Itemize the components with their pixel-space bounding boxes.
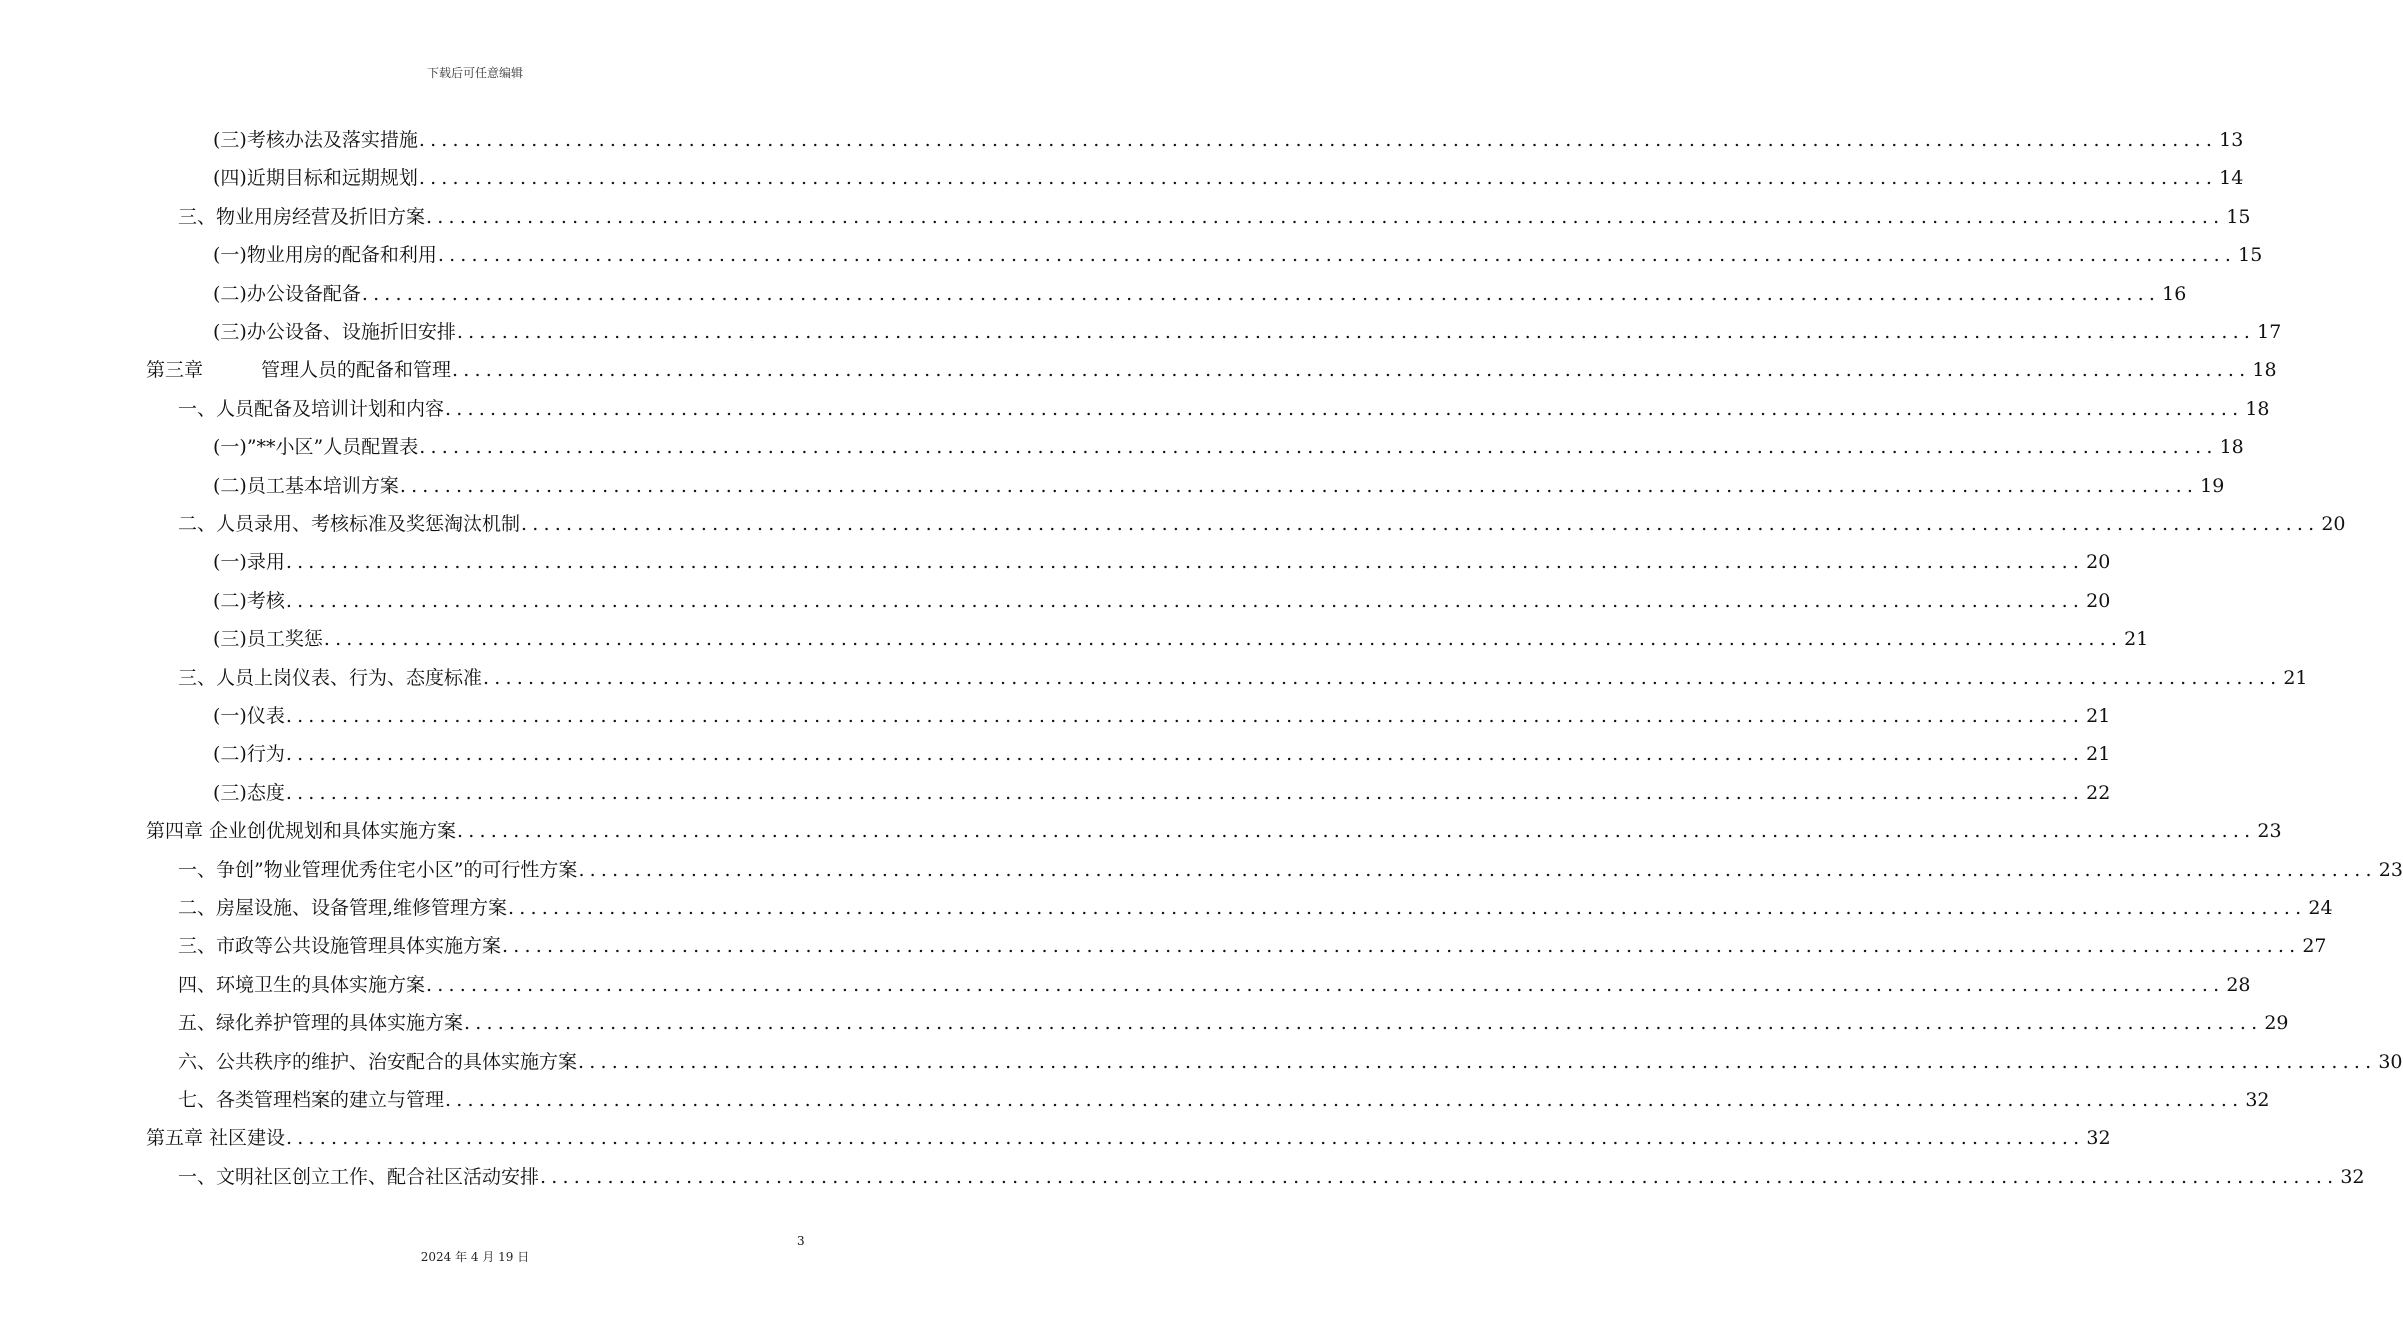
toc-entry-page: 17 — [2257, 321, 2282, 343]
toc-entry-title: 第四章 企业创优规划和具体实施方案 — [146, 820, 457, 843]
toc-entry-title: 第五章 社区建设 — [146, 1127, 286, 1150]
toc-leader-dots: ................................................................................................................................................................ — [426, 205, 2225, 228]
toc-entry-page: 23 — [2378, 858, 2403, 881]
toc-entry-title: (二)行为 — [213, 743, 285, 766]
toc-entry[interactable] — [146, 809, 2282, 843]
toc-entry-page: 16 — [2162, 282, 2187, 305]
toc-entry-title: (三)办公设备、设施折旧安排 — [213, 321, 456, 343]
toc-leader-dots: ................................................................................................................................................................ — [540, 1165, 2339, 1188]
toc-leader-dots: ................................................................................................................................................................ — [437, 244, 2237, 267]
toc-entry-page: 21 — [2124, 628, 2149, 651]
toc-entry-title: (四)近期目标和远期规划 — [213, 167, 418, 190]
toc-entry-page: 15 — [2226, 205, 2251, 228]
toc-entry[interactable] — [178, 1155, 2365, 1189]
toc-entry-title: (二)办公设备配备 — [213, 282, 361, 305]
toc-leader-dots: ................................................................................................................................................................ — [285, 743, 2085, 766]
toc-leader-dots: ................................................................................................................................................................ — [426, 973, 2225, 996]
toc-entry-page: 18 — [2252, 359, 2277, 382]
toc-leader-dots: ................................................................................................................................................................ — [361, 282, 2161, 305]
toc-chapter-label: 第三章 — [146, 359, 204, 382]
toc-entry-page: 20 — [2321, 513, 2346, 535]
toc-leader-dots: ................................................................................................................................................................ — [521, 513, 2320, 535]
toc-entry[interactable] — [178, 924, 2327, 958]
toc-entry-title: 二、人员录用、考核标准及奖惩淘汰机制 — [178, 513, 521, 535]
toc-entry-title: (三)员工奖惩 — [213, 628, 323, 651]
toc-entry-page: 14 — [2219, 167, 2244, 190]
toc-entry-page: 13 — [2219, 129, 2244, 151]
toc-entry-title: 六、公共秩序的维护、治安配合的具体实施方案 — [178, 1050, 578, 1073]
toc-entry[interactable] — [213, 156, 2244, 190]
toc-leader-dots: ................................................................................................................................................................ — [399, 474, 2199, 497]
toc-entry-page: 21 — [2086, 743, 2111, 766]
toc-entry[interactable] — [213, 464, 2225, 498]
toc-entry[interactable] — [178, 502, 2346, 536]
toc-entry-page: 22 — [2086, 781, 2111, 804]
toc-entry-page: 20 — [2086, 589, 2111, 612]
toc-entry[interactable] — [213, 310, 2282, 344]
footer-date: 2024 年 4 月 19 日 — [420, 1250, 530, 1264]
toc-leader-dots: ................................................................................................................................................................ — [578, 858, 2377, 881]
toc-entry-title: 三、物业用房经营及折旧方案 — [178, 205, 426, 228]
toc-entry[interactable] — [178, 656, 2308, 690]
toc-leader-dots: ................................................................................................................................................................ — [418, 167, 2218, 190]
toc-entry-page: 32 — [2340, 1165, 2365, 1188]
toc-entry-page: 27 — [2302, 935, 2327, 958]
page-header: 下载后可任意编辑 — [426, 66, 523, 80]
toc-entry-page: 30 — [2378, 1050, 2403, 1073]
toc-entry[interactable] — [178, 848, 2403, 882]
toc-entry-title: (一)”**小区”人员配置表 — [213, 436, 419, 459]
toc-leader-dots: ................................................................................................................................................................ — [578, 1050, 2377, 1073]
toc-leader-dots: ................................................................................................................................................................ — [286, 1127, 2085, 1150]
toc-entry[interactable] — [213, 540, 2111, 574]
toc-entry-title: (一)仪表 — [213, 705, 285, 727]
toc-entry-title: 五、绿化养护管理的具体实施方案 — [178, 1012, 464, 1035]
toc-entry-page: 32 — [2245, 1089, 2270, 1111]
toc-leader-dots: ................................................................................................................................................................ — [285, 705, 2085, 727]
toc-entry-page: 28 — [2226, 973, 2251, 996]
toc-leader-dots: ................................................................................................................................................................ — [502, 935, 2301, 958]
toc-entry[interactable] — [213, 425, 2244, 459]
toc-entry-title: 管理人员的配备和管理 — [261, 359, 452, 382]
toc-entry[interactable] — [146, 348, 2277, 382]
toc-entry[interactable] — [213, 771, 2111, 805]
toc-leader-dots: ................................................................................................................................................................ — [483, 666, 2282, 689]
toc-entry[interactable] — [178, 195, 2251, 229]
toc-entry[interactable] — [213, 233, 2263, 267]
toc-entry[interactable] — [178, 963, 2251, 997]
toc-entry-title: 三、市政等公共设施管理具体实施方案 — [178, 935, 502, 958]
toc-entry-title: (二)员工基本培训方案 — [213, 474, 399, 497]
toc-entry-title: 七、各类管理档案的建立与管理 — [178, 1089, 445, 1111]
toc-entry-title: 三、人员上岗仪表、行为、态度标准 — [178, 666, 483, 689]
toc-entry-title: 四、环境卫生的具体实施方案 — [178, 973, 426, 996]
toc-entry-title: 一、人员配备及培训计划和内容 — [178, 397, 445, 420]
toc-entry[interactable] — [213, 118, 2244, 152]
toc-entry[interactable] — [178, 1001, 2289, 1035]
toc-entry[interactable] — [178, 1078, 2270, 1112]
toc-entry-title: (三)考核办法及落实措施 — [213, 129, 418, 151]
toc-entry-page: 24 — [2308, 897, 2333, 919]
toc-entry-title: 二、房屋设施、设备管理,维修管理方案 — [178, 897, 508, 919]
toc-entry-title: (二)考核 — [213, 589, 285, 612]
toc-leader-dots: ................................................................................................................................................................ — [285, 551, 2085, 574]
toc-leader-dots: ................................................................................................................................................................ — [285, 589, 2085, 612]
toc-leader-dots: ................................................................................................................................................................ — [445, 397, 2244, 420]
toc-leader-dots: ................................................................................................................................................................ — [457, 820, 2256, 843]
toc-leader-dots: ................................................................................................................................................................ — [418, 129, 2218, 151]
toc-entry[interactable] — [146, 1116, 2111, 1150]
toc-entry[interactable] — [213, 272, 2187, 306]
toc-entry-heading — [146, 358, 451, 382]
toc-leader-dots: ................................................................................................................................................................ — [419, 436, 2218, 459]
toc-leader-dots: ................................................................................................................................................................ — [445, 1089, 2244, 1111]
toc-entry-title: 一、争创”物业管理优秀住宅小区”的可行性方案 — [178, 858, 578, 881]
toc-entry-title: (三)态度 — [213, 781, 285, 804]
toc-entry-page: 18 — [2219, 436, 2244, 459]
toc-entry-page: 20 — [2086, 551, 2111, 574]
toc-entry-page: 32 — [2086, 1127, 2111, 1150]
toc-leader-dots: ................................................................................................................................................................ — [508, 897, 2307, 919]
toc-entry-page: 23 — [2257, 820, 2282, 843]
toc-entry-page: 19 — [2200, 474, 2225, 497]
toc-leader-dots: ................................................................................................................................................................ — [464, 1012, 2263, 1035]
toc-entry-page: 29 — [2264, 1012, 2289, 1035]
toc-entry[interactable] — [213, 732, 2111, 766]
toc-entry-page: 21 — [2086, 705, 2111, 727]
toc-entry[interactable] — [213, 579, 2111, 613]
toc-entry-page: 18 — [2245, 397, 2270, 420]
toc-entry[interactable] — [213, 694, 2111, 728]
toc-leader-dots: ................................................................................................................................................................ — [456, 321, 2256, 343]
toc-entry[interactable] — [213, 617, 2149, 651]
page-number: 3 — [797, 1234, 805, 1248]
toc-leader-dots: ................................................................................................................................................................ — [323, 628, 2123, 651]
toc-entry[interactable] — [178, 886, 2333, 920]
toc-entry-title: (一)物业用房的配备和利用 — [213, 244, 437, 267]
toc-entry-page: 15 — [2238, 244, 2263, 267]
toc-entry[interactable] — [178, 1040, 2403, 1074]
toc-leader-dots: ................................................................................................................................................................ — [285, 781, 2085, 804]
toc-entry-page: 21 — [2283, 666, 2308, 689]
toc-entry-title: (一)录用 — [213, 551, 285, 574]
toc-entry-title: 一、文明社区创立工作、配合社区活动安排 — [178, 1165, 540, 1188]
toc-entry[interactable] — [178, 387, 2270, 421]
toc-leader-dots: ................................................................................................................................................................ — [452, 359, 2251, 382]
